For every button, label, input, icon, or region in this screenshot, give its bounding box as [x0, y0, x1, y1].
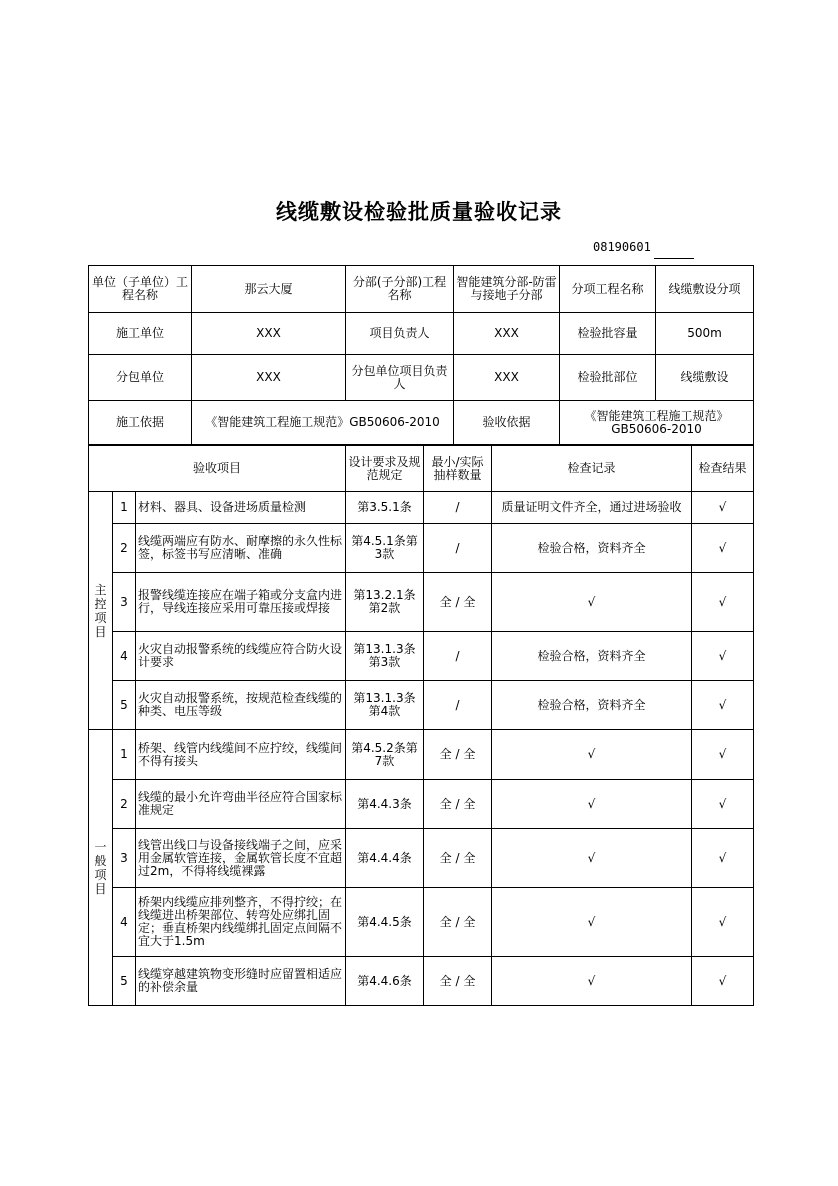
- row-sample: 全 / 全: [424, 957, 492, 1006]
- builder-value: XXX: [192, 313, 346, 355]
- row-result: √: [692, 829, 754, 888]
- row-sample: 全 / 全: [424, 780, 492, 829]
- table-row: [89, 957, 754, 1006]
- row-item: 材料、器具、设备进场质量检测: [136, 492, 346, 524]
- row-sample: 全 / 全: [424, 888, 492, 957]
- row-number: 3: [113, 829, 136, 888]
- row-number: 1: [113, 730, 136, 780]
- row-result: √: [692, 681, 754, 730]
- item-label: 分项工程名称: [560, 266, 656, 313]
- row-clause: 第4.4.5条: [346, 888, 424, 957]
- pm-value: XXX: [454, 313, 560, 355]
- item-value: 线缆敷设分项: [656, 266, 754, 313]
- row-number: 1: [113, 492, 136, 524]
- row-item: 报警线缆连接应在端子箱或分支盒内进行，导线连接应采用可靠压接或焊接: [136, 573, 346, 632]
- subcon-pm-label: 分包单位项目负责人: [346, 355, 454, 401]
- col-record: 检查记录: [492, 446, 692, 492]
- row-clause: 第4.4.6条: [346, 957, 424, 1006]
- row-item: 线缆穿越建筑物变形缝时应留置相适应的补偿余量: [136, 957, 346, 1006]
- col-design: 设计要求及规范规定: [346, 446, 424, 492]
- row-record: √: [492, 573, 692, 632]
- table-row: [89, 888, 754, 957]
- row-clause: 第13.2.1条第2款: [346, 573, 424, 632]
- table-row: [89, 829, 754, 888]
- capacity-value: 500m: [656, 313, 754, 355]
- row-sample: /: [424, 524, 492, 573]
- unit-label: 单位（子单位）工程名称: [89, 266, 192, 313]
- row-clause: 第13.1.3条第4款: [346, 681, 424, 730]
- row-number: 5: [113, 681, 136, 730]
- basis-value: 《智能建筑工程施工规范》GB50606-2010: [192, 401, 454, 445]
- row-sample: 全 / 全: [424, 573, 492, 632]
- record-code: 08190601: [593, 240, 651, 254]
- pm-label: 项目负责人: [346, 313, 454, 355]
- row-item: 桥架、线管内线缆间不应拧绞，线缆间不得有接头: [136, 730, 346, 780]
- row-result: √: [692, 888, 754, 957]
- row-result: √: [692, 780, 754, 829]
- capacity-label: 检验批容量: [560, 313, 656, 355]
- row-result: √: [692, 632, 754, 681]
- table-row: [89, 524, 754, 573]
- row-item: 线管出线口与设备接线端子之间，应采用金属软管连接，金属软管长度不宜超过2m，不得将线缆裸露: [136, 829, 346, 888]
- col-item: 验收项目: [89, 446, 346, 492]
- row-result: √: [692, 573, 754, 632]
- col-sample: 最小/实际抽样数量: [424, 446, 492, 492]
- row-result: √: [692, 957, 754, 1006]
- page-title: 线缆敷设检验批质量验收记录: [276, 200, 562, 224]
- row-number: 5: [113, 957, 136, 1006]
- sub-label: 分部(子分部)工程名称: [346, 266, 454, 313]
- row-record: 检验合格，资料齐全: [492, 681, 692, 730]
- location-value: 线缆敷设: [656, 355, 754, 401]
- inspection-table: [88, 445, 754, 1006]
- table-row: [89, 492, 754, 524]
- row-clause: 第4.5.2条第7款: [346, 730, 424, 780]
- table-row: [89, 573, 754, 632]
- row-sample: /: [424, 632, 492, 681]
- row-result: √: [692, 524, 754, 573]
- row-clause: 第4.4.3条: [346, 780, 424, 829]
- row-item: 火灾自动报警系统的线缆应符合防火设计要求: [136, 632, 346, 681]
- row-item: 线缆的最小允许弯曲半径应符合国家标准规定: [136, 780, 346, 829]
- row-item: 桥架内线缆应排列整齐，不得拧绞；在线缆进出桥架部位、转弯处应绑扎固定；垂直桥架内线缆绑扎固定点间隔不宜大于1.5m: [136, 888, 346, 957]
- row-item: 线缆两端应有防水、耐摩擦的永久性标签，标签书写应清晰、准确: [136, 524, 346, 573]
- table-row: [89, 681, 754, 730]
- col-result: 检查结果: [692, 446, 754, 492]
- header-table: [88, 265, 754, 445]
- row-sample: 全 / 全: [424, 829, 492, 888]
- row-item: 火灾自动报警系统，按规范检查线缆的种类、电压等级: [136, 681, 346, 730]
- row-sample: 全 / 全: [424, 730, 492, 780]
- basis-label: 施工依据: [89, 401, 192, 445]
- row-record: √: [492, 829, 692, 888]
- code-underline: [654, 258, 694, 259]
- row-sample: /: [424, 492, 492, 524]
- table-row: [89, 632, 754, 681]
- row-number: 4: [113, 632, 136, 681]
- unit-value: 那云大厦: [192, 266, 346, 313]
- table-row: [89, 780, 754, 829]
- subcon-pm-value: XXX: [454, 355, 560, 401]
- row-number: 3: [113, 573, 136, 632]
- row-clause: 第4.4.4条: [346, 829, 424, 888]
- row-clause: 第13.1.3条第3款: [346, 632, 424, 681]
- row-record: 质量证明文件齐全，通过进场验收: [492, 492, 692, 524]
- row-record: 检验合格，资料齐全: [492, 524, 692, 573]
- row-number: 2: [113, 524, 136, 573]
- accept-label: 验收依据: [454, 401, 560, 445]
- row-record: √: [492, 780, 692, 829]
- subcon-label: 分包单位: [89, 355, 192, 401]
- accept-value: 《智能建筑工程施工规范》GB50606-2010: [560, 401, 754, 445]
- row-number: 2: [113, 780, 136, 829]
- row-clause: 第4.5.1条第3款: [346, 524, 424, 573]
- location-label: 检验批部位: [560, 355, 656, 401]
- general-section-label: 一 般 项 目: [89, 730, 113, 1006]
- builder-label: 施工单位: [89, 313, 192, 355]
- table-row: [89, 730, 754, 780]
- row-record: √: [492, 957, 692, 1006]
- row-result: √: [692, 492, 754, 524]
- row-result: √: [692, 730, 754, 780]
- row-record: √: [492, 888, 692, 957]
- row-record: √: [492, 730, 692, 780]
- main-section-label: 主 控 项 目: [89, 492, 113, 730]
- row-sample: /: [424, 681, 492, 730]
- row-record: 检验合格，资料齐全: [492, 632, 692, 681]
- row-clause: 第3.5.1条: [346, 492, 424, 524]
- row-number: 4: [113, 888, 136, 957]
- sub-value: 智能建筑分部-防雷与接地子分部: [454, 266, 560, 313]
- subcon-value: XXX: [192, 355, 346, 401]
